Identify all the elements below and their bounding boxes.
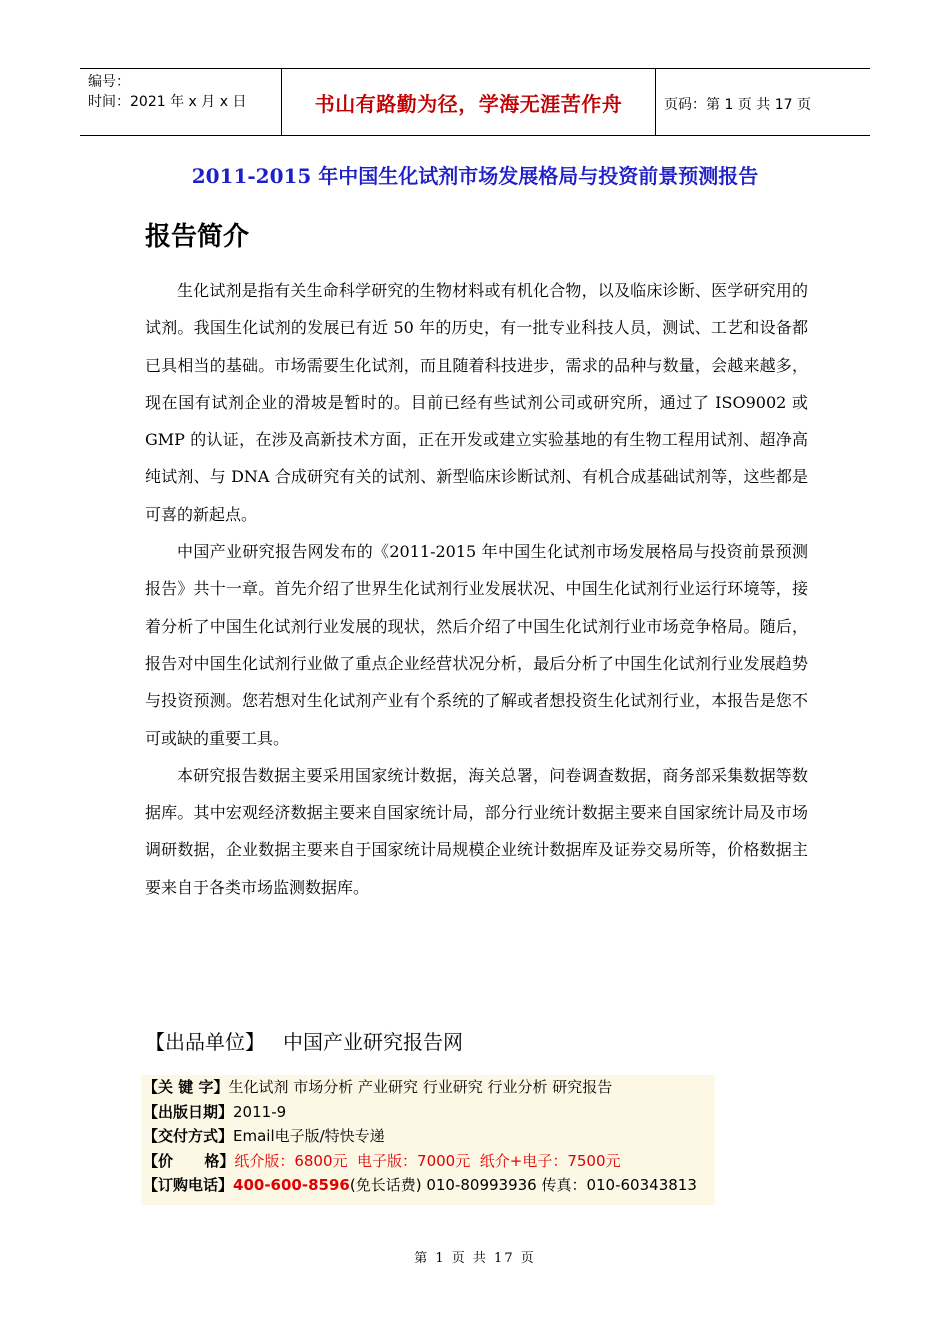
paragraph: 生化试剂是指有关生命科学研究的生物材料或有机化合物，以及临床诊断、医学研究用的试剂。我国生化试剂的发展已有近 50 年的历史，有一批专业科技人员，测试、工艺和设备都已具相当的基础。市场需要生化试剂，而且随着科技进步，需求的品种与数量，会越来越多，现在国有试剂企业的滑坡是暂时的。目前已经有些试剂公司或研究所，通过了 ISO9002 或 GMP 的认证，在涉及高新技术方面，正在开发或建立实验基地的有生物工程用试剂、超净高纯试剂、与 DNA 合成研究有关的试剂、新型临床诊断试剂、有机合成基础试剂等，这些都是可喜的新起点。 (145, 281, 808, 524)
number-label: 编号： (88, 74, 130, 90)
price-row (141, 1149, 715, 1174)
price-value: 纸介版：6800元 电子版：7000元 纸介+电子：7500元 (234, 1151, 621, 1170)
header-meta (88, 72, 246, 112)
keywords-value: 生化试剂 市场分析 产业研究 行业研究 行业分析 研究报告 (228, 1078, 613, 1096)
document-title: 2011-2015 年中国生化试剂市场发展格局与投资前景预测报告 (191, 164, 759, 188)
date-label: 【出版日期】 (143, 1102, 234, 1121)
delivery-value: Email电子版/特快专递 (233, 1127, 385, 1145)
paragraph: 本研究报告数据主要采用国家统计数据，海关总署，问卷调查数据，商务部采集数据等数据库。其中宏观经济数据主要来自国家统计局，部分行业统计数据主要来自国家统计局及市场调研数据，企业数据主要来自于国家统计局规模企业统计数据库及证券交易所等，价格数据主要来自于各类市场监测数据库。 (145, 765, 808, 897)
paragraph: 中国产业研究报告网发布的《2011-2015 年中国生化试剂市场发展格局与投资前景预测报告》共十一章。首先介绍了世界生化试剂行业发展状况、中国生化试剂行业运行环境等，接着分析了中国生化试剂行业发展的现状，然后介绍了中国生化试剂行业市场竞争格局。随后，报告对中国生化试剂行业做了重点企业经营状况分析，最后分析了中国生化试剂行业发展趋势与投资预测。您若想对生化试剂产业有个系统的了解或者想投资生化试剂行业，本报告是您不可或缺的重要工具。 (145, 542, 808, 748)
date-value: 2011-9 (233, 1102, 287, 1121)
price-label: 【价 格】 (143, 1151, 235, 1170)
phone-rest: (免长话费) 010-80993936 传真：010-60343813 (349, 1176, 697, 1194)
page-footer: 第 1 页 共 17 页 (414, 1251, 536, 1266)
header-bottom-rule (80, 135, 870, 136)
publisher-label: 【出品单位】 (145, 1030, 265, 1054)
header-top-rule (80, 68, 870, 69)
publisher-line (145, 1026, 463, 1055)
delivery-row (141, 1124, 715, 1149)
time-label: 时间：2021 年 x 月 x 日 (88, 94, 247, 110)
keywords-row (141, 1075, 715, 1100)
date-row (141, 1100, 715, 1125)
section-heading: 报告简介 (145, 222, 250, 252)
keywords-label: 【关 键 字】 (143, 1078, 229, 1096)
phone-hotline[interactable]: 400-600-8596 (233, 1176, 350, 1194)
body-text (145, 272, 808, 906)
order-info-box (141, 1075, 715, 1205)
phone-label: 【订购电话】 (143, 1176, 234, 1194)
publisher-value: 中国产业研究报告网 (283, 1030, 463, 1054)
delivery-label: 【交付方式】 (143, 1127, 234, 1145)
phone-row (141, 1173, 715, 1198)
header-motto: 书山有路勤为径，学海无涯苦作舟 (314, 92, 623, 116)
header-divider-right (655, 68, 656, 135)
header-page-code: 页码：第 1 页 共 17 页 (664, 97, 811, 113)
